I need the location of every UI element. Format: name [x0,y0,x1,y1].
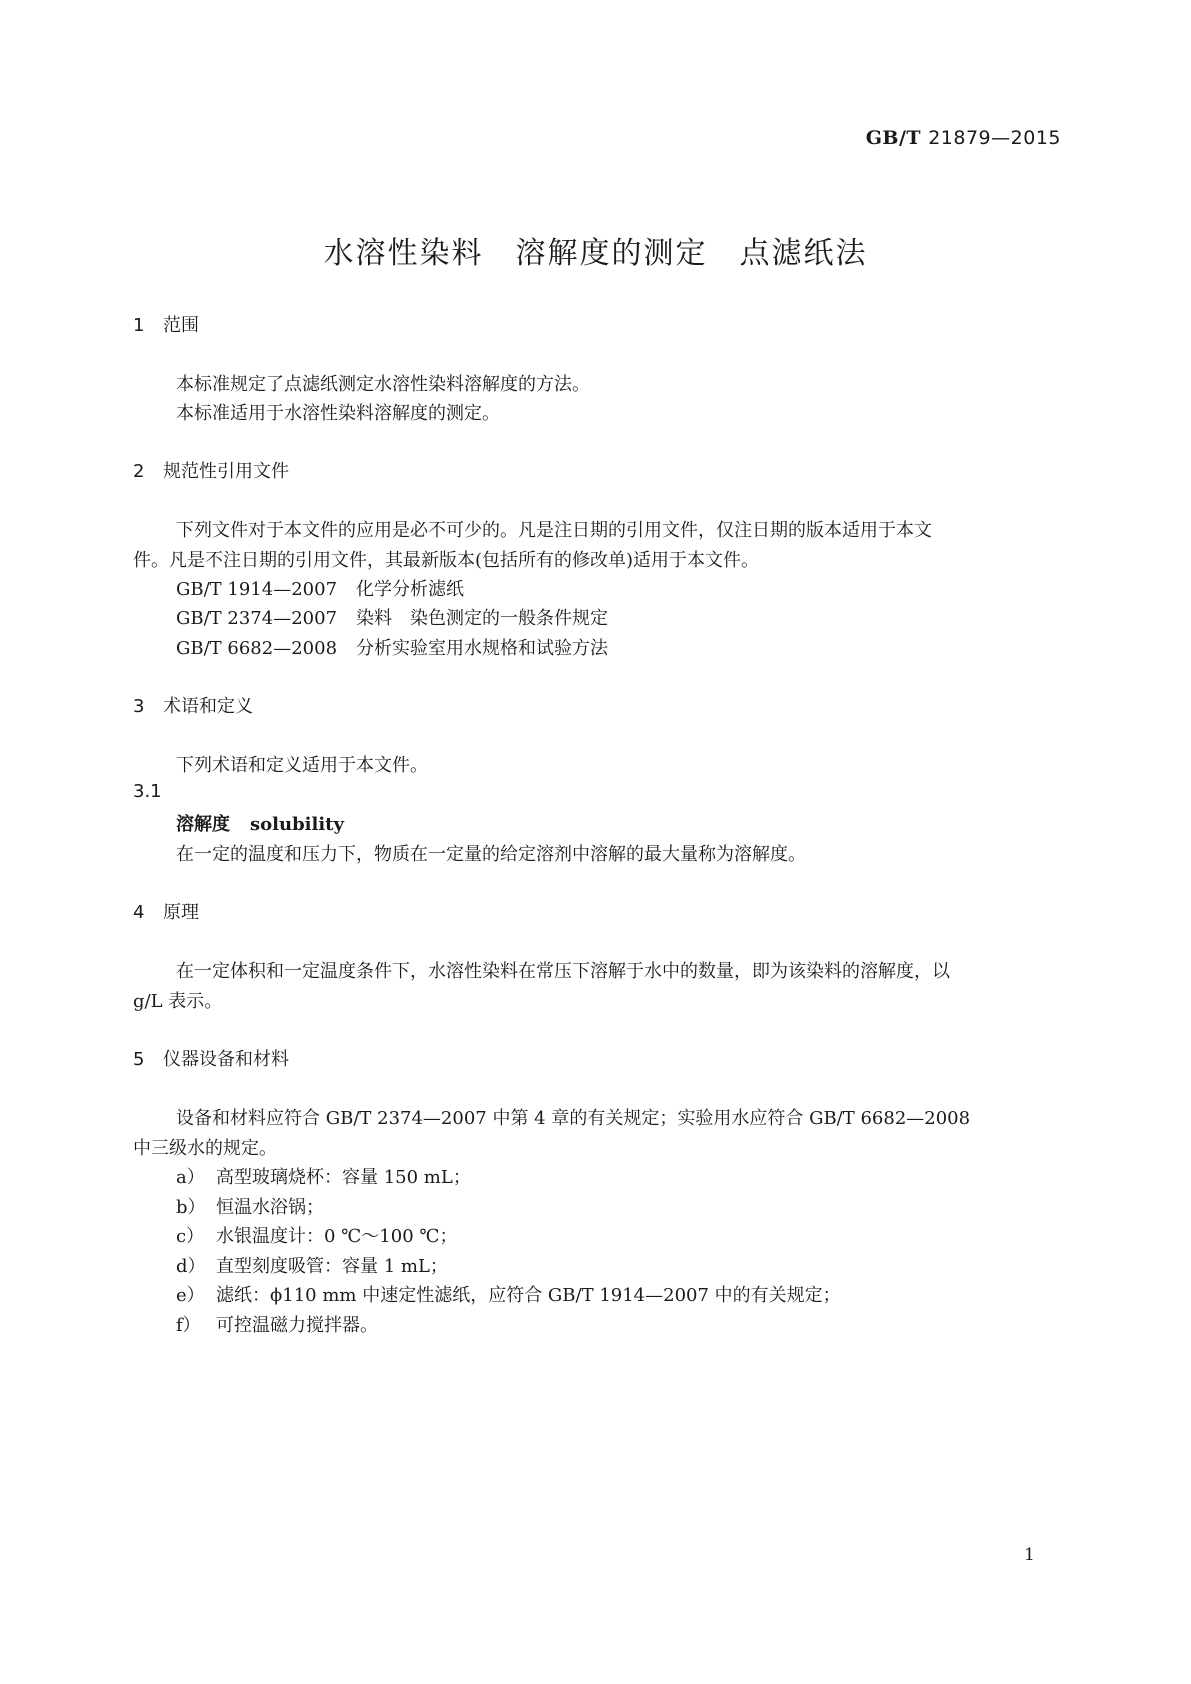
list-item-label: f） [176,1315,201,1336]
list-item-text: 直型刻度吸管：容量 1 mL； [216,1256,448,1277]
section-5-heading [133,1045,289,1071]
reference-title: 化学分析滤纸 [356,579,464,600]
section-number: 1 [133,315,145,336]
section-number: 4 [133,902,145,923]
list-item-label: e） [176,1285,205,1306]
list-item [176,1163,471,1189]
reference-code: GB/T 1914—2007 [176,579,338,600]
term-definition: 在一定的温度和压力下，物质在一定量的给定溶剂中溶解的最大量称为溶解度。 [176,844,806,865]
section-title: 原理 [163,902,199,923]
document-title: 水溶性染料 溶解度的测定 点滤纸法 [323,236,868,271]
list-item-text: 恒温水浴锅； [216,1197,324,1218]
standard-prefix: GB/T [865,127,922,149]
reference-item [176,575,464,601]
section-title: 范围 [163,315,199,336]
list-item-label: b） [176,1197,206,1218]
list-item [176,1281,841,1307]
paragraph-line: 设备和材料应符合 GB/T 2374—2007 中第 4 章的有关规定；实验用水应符合 GB/T 6682—2008 [176,1108,971,1129]
section-1-heading [133,311,199,337]
section-number: 3 [133,696,145,717]
paragraph: 下列术语和定义适用于本文件。 [176,755,428,776]
paragraph-line: 件。凡是不注日期的引用文件，其最新版本(包括所有的修改单)适用于本文件。 [133,550,760,571]
section-2-heading [133,457,289,483]
paragraph: 本标准适用于水溶性染料溶解度的测定。 [176,403,500,424]
term-number: 3.1 [133,781,162,802]
section-4-heading [133,898,199,924]
section-number: 5 [133,1049,145,1070]
list-item [176,1193,324,1219]
reference-item [176,634,608,660]
section-3-heading [133,692,253,718]
section-title: 仪器设备和材料 [163,1049,289,1070]
list-item-text: 高型玻璃烧杯：容量 150 mL； [216,1167,471,1188]
list-item [176,1222,458,1248]
list-item-label: d） [176,1256,206,1277]
standard-code [866,127,1061,149]
reference-title: 染料 染色测定的一般条件规定 [356,608,608,629]
term-chinese: 溶解度 [176,814,230,835]
paragraph-line: g/L 表示。 [133,991,223,1012]
section-title: 规范性引用文件 [163,461,289,482]
section-number: 2 [133,461,145,482]
list-item-label: c） [176,1226,205,1247]
section-title: 术语和定义 [163,696,253,717]
list-item [176,1252,448,1278]
term-entry [176,810,344,836]
reference-code: GB/T 6682—2008 [176,638,338,659]
paragraph: 本标准规定了点滤纸测定水溶性染料溶解度的方法。 [176,374,590,395]
page-number: 1 [1024,1545,1035,1565]
list-item-text: 可控温磁力搅拌器。 [216,1315,378,1336]
paragraph-line: 中三级水的规定。 [133,1138,277,1159]
list-item-label: a） [176,1167,205,1188]
paragraph-line: 下列文件对于本文件的应用是必不可少的。凡是注日期的引用文件，仅注日期的版本适用于本文 [176,520,932,541]
reference-title: 分析实验室用水规格和试验方法 [356,638,608,659]
list-item-text: 滤纸：ϕ110 mm 中速定性滤纸，应符合 GB/T 1914—2007 中的有关规定； [216,1285,841,1306]
reference-code: GB/T 2374—2007 [176,608,338,629]
list-item-text: 水银温度计：0 ℃～100 ℃； [216,1226,458,1247]
paragraph-line: 在一定体积和一定温度条件下，水溶性染料在常压下溶解于水中的数量，即为该染料的溶解度，以 [176,961,950,982]
standard-number: 21879—2015 [928,127,1061,149]
list-item [176,1311,378,1337]
term-english: solubility [250,814,344,835]
reference-item [176,604,608,630]
